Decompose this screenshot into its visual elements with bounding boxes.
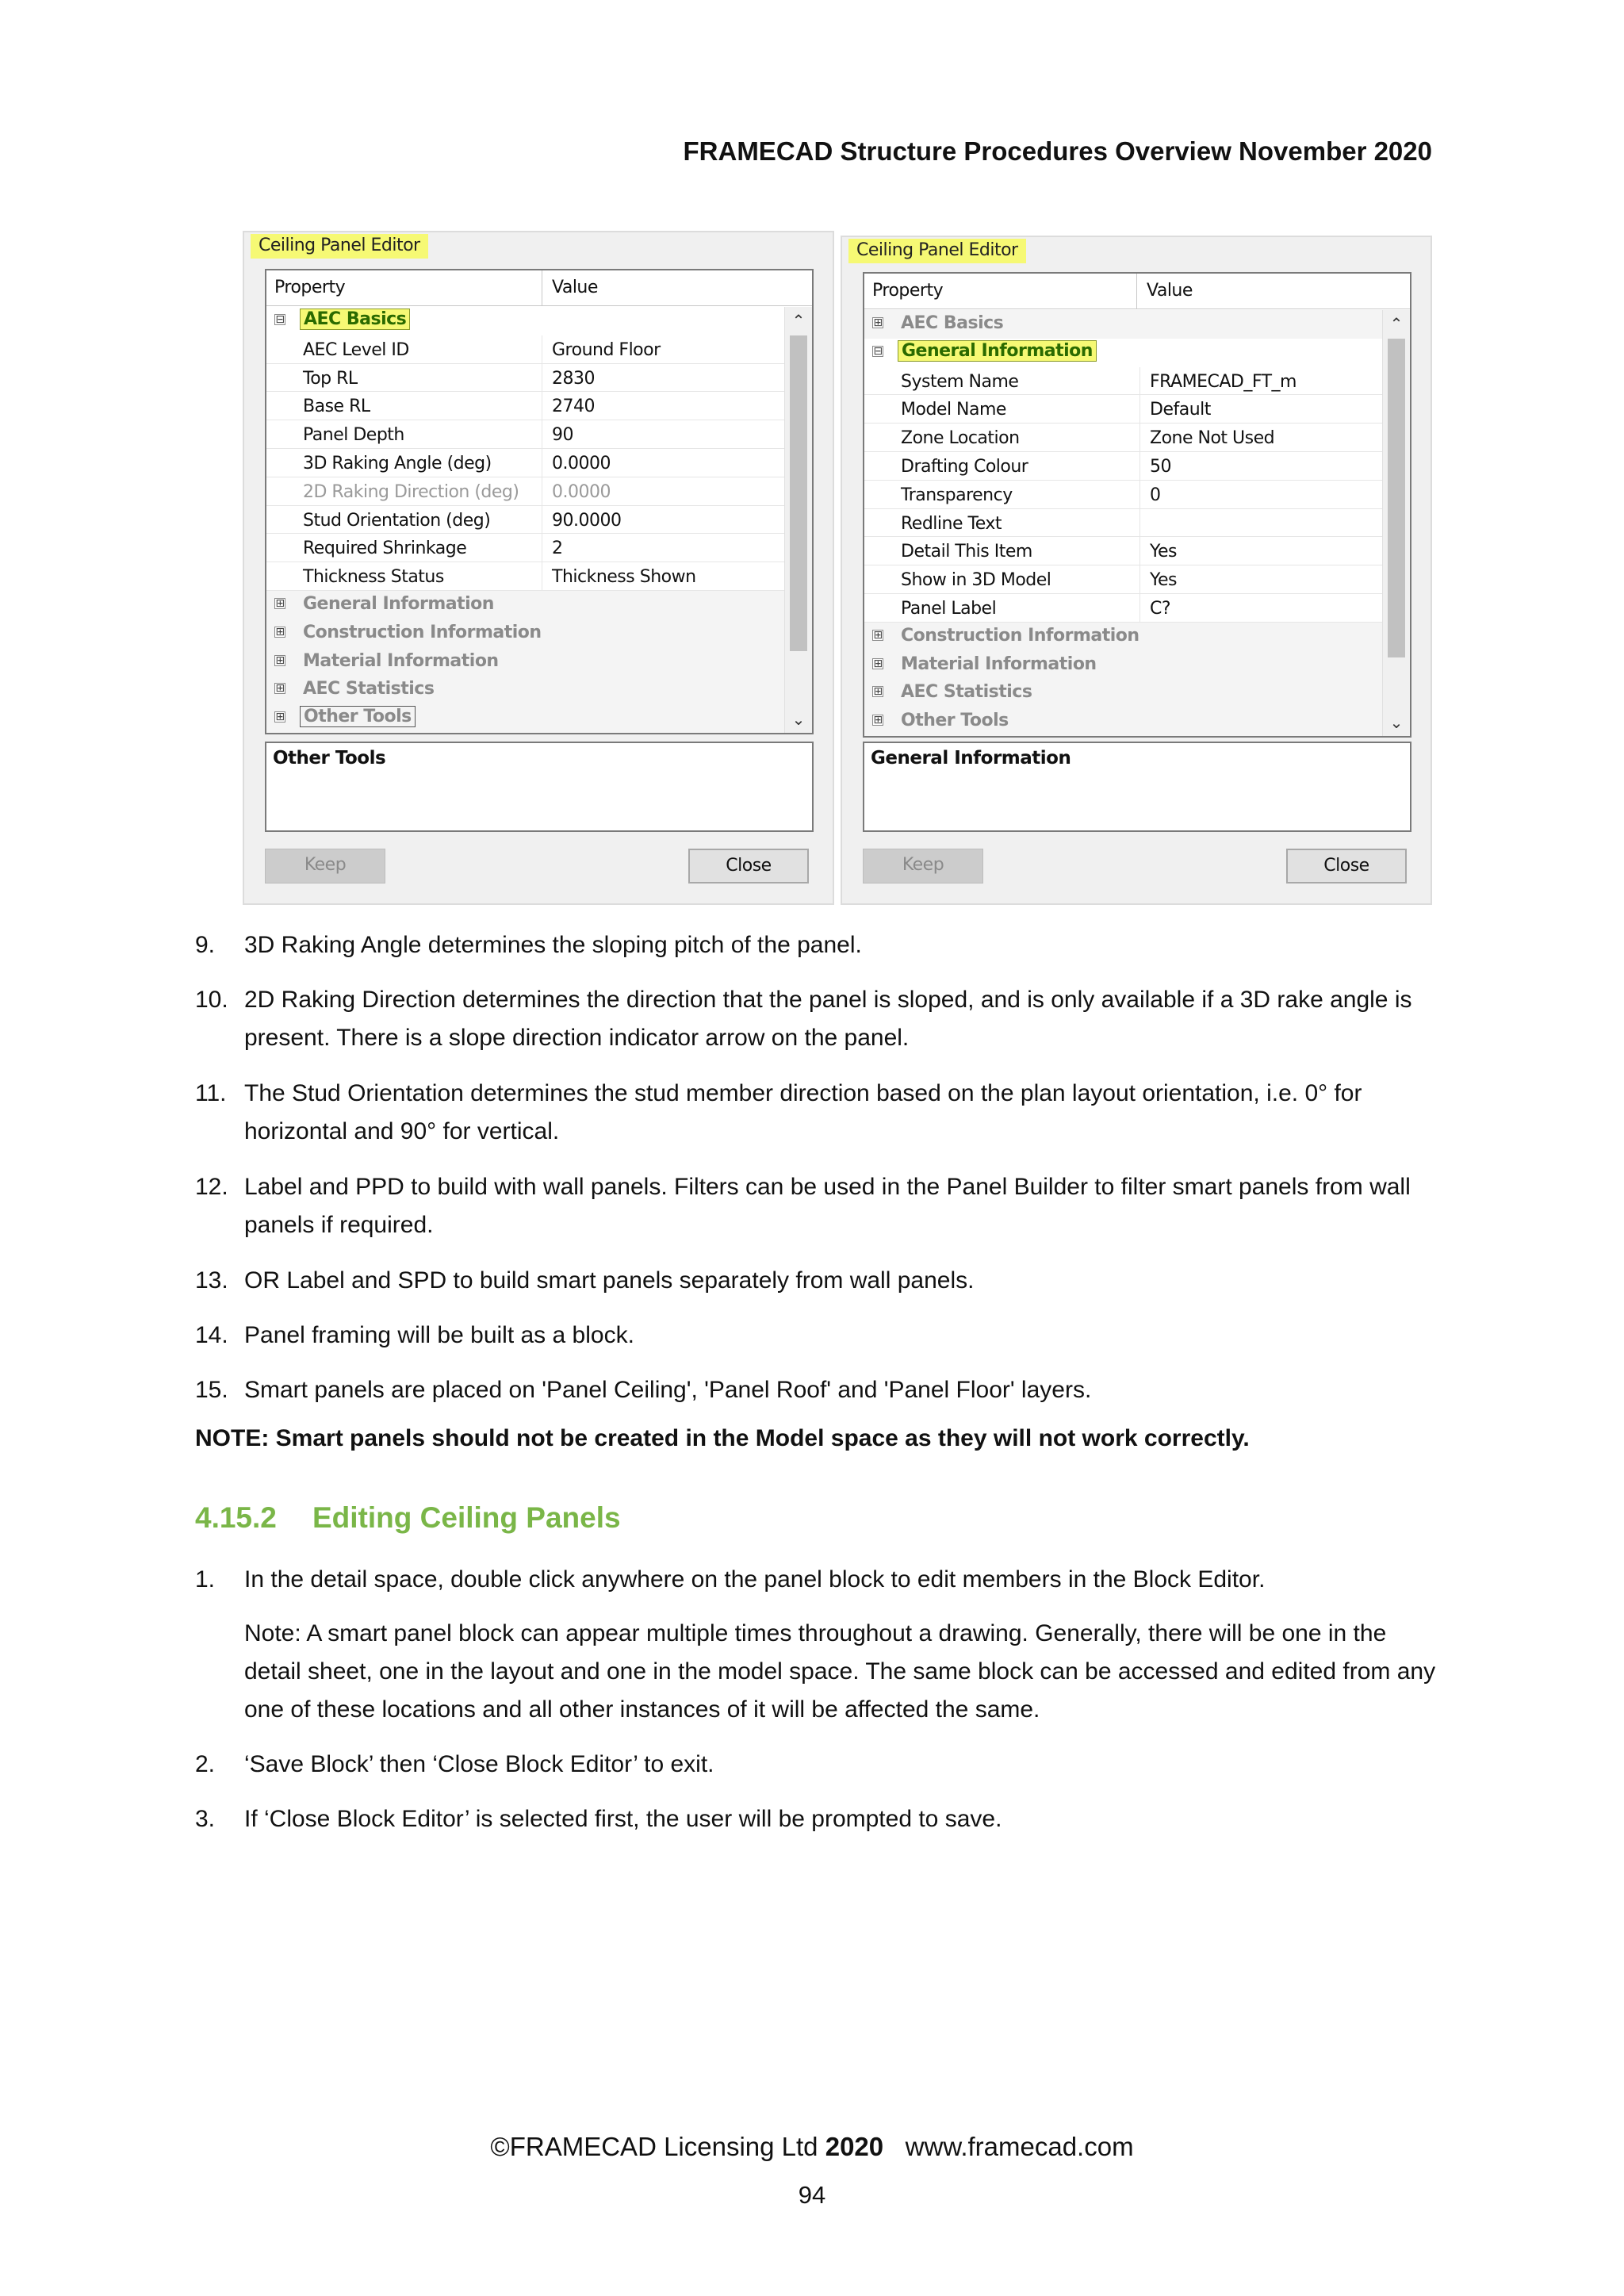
scroll-down-icon[interactable]: ⌄ [1389, 713, 1404, 732]
scroll-thumb[interactable] [790, 335, 807, 651]
grid-column-header [266, 270, 812, 306]
property-row[interactable] [266, 562, 785, 591]
property-value[interactable] [1140, 509, 1383, 538]
property-value[interactable]: Thickness Shown [542, 562, 785, 591]
category-label: Material Information [303, 650, 499, 671]
category-label: Material Information [901, 654, 1097, 674]
list-number: 15. [195, 1377, 228, 1403]
category-row[interactable] [864, 310, 1383, 339]
property-row[interactable] [864, 452, 1383, 481]
property-row[interactable] [864, 424, 1383, 452]
description-panel [265, 742, 814, 832]
description-title: General Information [871, 748, 1071, 769]
property-value[interactable]: FRAMECAD_FT_m [1140, 367, 1383, 396]
property-name: Drafting Colour [864, 452, 1140, 481]
page-footer [0, 2132, 1624, 2162]
property-value[interactable]: 90 [542, 420, 785, 449]
note-text: NOTE: Smart panels should not be created in the Model space as they will not work correctly. [195, 1425, 1250, 1451]
property-name: 3D Raking Angle (deg) [266, 449, 542, 477]
collapse-icon[interactable]: ⊟ [873, 344, 883, 358]
property-value[interactable]: Ground Floor [542, 335, 785, 364]
expand-icon[interactable]: ⊞ [873, 316, 883, 329]
property-row[interactable] [266, 449, 785, 477]
property-grid [265, 269, 814, 734]
ceiling-panel-editor-dialog-2 [841, 236, 1432, 905]
page-header: FRAMECAD Structure Procedures Overview November 2020 [683, 136, 1432, 166]
list-text: 3D Raking Angle determines the sloping pitch of the panel. [244, 932, 862, 958]
list-text: Smart panels are placed on 'Panel Ceiling', 'Panel Roof' and 'Panel Floor' layers. [244, 1377, 1092, 1403]
category-row[interactable] [864, 623, 1383, 651]
list-text: ‘Save Block’ then ‘Close Block Editor’ to exit. [244, 1751, 714, 1777]
property-row[interactable] [864, 565, 1383, 594]
category-label: AEC Basics [901, 313, 1004, 333]
list-number: 1. [195, 1566, 216, 1593]
category-label: AEC Statistics [303, 679, 435, 700]
category-row[interactable] [266, 591, 785, 619]
list-number: 14. [195, 1322, 228, 1348]
expand-icon[interactable]: ⊞ [275, 682, 285, 696]
property-rows [864, 310, 1383, 736]
property-value[interactable]: Default [1140, 395, 1383, 424]
category-label: Other Tools [901, 711, 1009, 731]
property-name: Base RL [266, 392, 542, 420]
property-value[interactable]: Zone Not Used [1140, 424, 1383, 452]
close-button[interactable]: Close [1286, 849, 1407, 884]
property-row[interactable] [864, 594, 1383, 623]
property-column-header[interactable]: Property [266, 270, 542, 305]
property-column-header[interactable]: Property [864, 274, 1137, 309]
scroll-up-icon[interactable]: ⌃ [1389, 314, 1404, 333]
description-title: Other Tools [273, 748, 386, 769]
property-name: Thickness Status [266, 562, 542, 591]
property-name: Zone Location [864, 424, 1140, 452]
property-value[interactable]: 2830 [542, 364, 785, 393]
property-row[interactable] [266, 392, 785, 420]
property-grid [863, 272, 1411, 738]
footer-website[interactable]: www.framecad.com [905, 2132, 1134, 2161]
property-value[interactable]: Yes [1140, 537, 1383, 565]
property-row[interactable] [266, 335, 785, 364]
property-row[interactable] [266, 506, 785, 535]
property-name: Top RL [266, 364, 542, 393]
value-column-header[interactable]: Value [1147, 281, 1193, 301]
footer-copyright: ©FRAMECAD Licensing Ltd [490, 2132, 818, 2161]
category-row[interactable] [266, 619, 785, 648]
category-row[interactable] [266, 648, 785, 677]
scroll-up-icon[interactable]: ⌃ [791, 311, 806, 330]
expand-icon[interactable]: ⊞ [873, 657, 883, 670]
category-row[interactable] [864, 679, 1383, 707]
property-rows [266, 307, 785, 733]
list-number: 11. [195, 1080, 227, 1106]
grid-scrollbar[interactable] [1382, 310, 1410, 736]
grid-scrollbar[interactable] [784, 307, 812, 733]
list-number: 2. [195, 1751, 216, 1777]
expand-icon[interactable]: ⊞ [873, 628, 883, 642]
category-row[interactable] [266, 307, 785, 335]
property-row[interactable] [864, 509, 1383, 538]
expand-icon[interactable]: ⊞ [275, 625, 285, 638]
keep-button[interactable]: Keep [863, 849, 983, 884]
body-text [195, 926, 1440, 1846]
property-row[interactable] [864, 481, 1383, 509]
property-name: Redline Text [864, 509, 1140, 538]
category-row[interactable] [864, 651, 1383, 680]
property-value[interactable]: C? [1140, 594, 1383, 623]
list-number: 13. [195, 1267, 228, 1294]
property-name: Detail This Item [864, 537, 1140, 565]
property-value[interactable]: 2 [542, 534, 785, 562]
section-number: 4.15.2 [195, 1501, 277, 1534]
list-text: Label and PPD to build with wall panels. Filters can be used in the Panel Builder to filter smart panels from wall panels if required. [244, 1174, 1411, 1238]
list-text: In the detail space, double click anywhere on the panel block to edit members in the Block Editor. [244, 1566, 1266, 1593]
category-label: Construction Information [303, 622, 542, 642]
property-value[interactable]: 50 [1140, 452, 1383, 481]
category-row[interactable] [266, 676, 785, 704]
property-row[interactable] [864, 395, 1383, 424]
property-row[interactable] [266, 420, 785, 449]
category-row[interactable] [864, 707, 1383, 736]
property-value[interactable]: 0 [1140, 481, 1383, 509]
list-text: 2D Raking Direction determines the direction that the panel is sloped, and is only available if a 3D rake angle is present. There is a slope direction indicator arrow on the panel. [244, 987, 1412, 1051]
section-heading [195, 1499, 621, 1537]
list-text: If ‘Close Block Editor’ is selected first, the user will be prompted to save. [244, 1806, 1002, 1832]
property-value[interactable]: Yes [1140, 565, 1383, 594]
property-name: Show in 3D Model [864, 565, 1140, 594]
list-number: 10. [195, 987, 228, 1013]
close-button[interactable]: Close [688, 849, 809, 884]
dialog-title: Ceiling Panel Editor [251, 234, 428, 259]
property-value[interactable]: 0.0000 [542, 477, 785, 506]
page-number: 94 [798, 2181, 826, 2209]
property-row[interactable] [266, 364, 785, 393]
property-name: Panel Label [864, 594, 1140, 623]
property-row[interactable] [266, 534, 785, 562]
grid-column-header [864, 274, 1410, 309]
expand-icon[interactable]: ⊞ [275, 711, 285, 724]
list-text: Note: A smart panel block can appear multiple times throughout a drawing. Generally, there will be one in the detail sheet, one in the layout and one in the model space. The same block can be accessed and edited from any one of these locations and all other instances of it will be affected the same. [244, 1620, 1436, 1723]
description-panel [863, 742, 1411, 832]
list-number: 12. [195, 1174, 228, 1200]
property-row[interactable] [266, 477, 785, 506]
property-value[interactable]: 90.0000 [542, 506, 785, 535]
property-name: Panel Depth [266, 420, 542, 449]
property-row[interactable] [864, 367, 1383, 396]
category-row[interactable] [266, 704, 785, 733]
list-text: OR Label and SPD to build smart panels separately from wall panels. [244, 1267, 975, 1294]
property-name: AEC Level ID [266, 335, 542, 364]
category-label: Construction Information [901, 625, 1139, 646]
property-name: System Name [864, 367, 1140, 396]
expand-icon[interactable]: ⊞ [873, 685, 883, 699]
property-name: Stud Orientation (deg) [266, 506, 542, 535]
property-name: Transparency [864, 481, 1140, 509]
footer-year: 2020 [825, 2132, 884, 2161]
scroll-thumb[interactable] [1388, 339, 1405, 657]
category-label: AEC Statistics [901, 682, 1032, 703]
list-text: Panel framing will be built as a block. [244, 1322, 634, 1348]
value-column-header[interactable]: Value [552, 278, 598, 297]
category-label: General Information [898, 340, 1097, 362]
section-title: Editing Ceiling Panels [312, 1501, 621, 1534]
property-value[interactable]: 0.0000 [542, 449, 785, 477]
expand-icon[interactable]: ⊞ [873, 714, 883, 727]
property-value[interactable]: 2740 [542, 392, 785, 420]
dialog-title: Ceiling Panel Editor [848, 239, 1026, 263]
property-name: Required Shrinkage [266, 534, 542, 562]
expand-icon[interactable]: ⊞ [275, 596, 285, 610]
list-number: 3. [195, 1806, 216, 1832]
property-name: 2D Raking Direction (deg) [266, 477, 542, 506]
property-name: Model Name [864, 395, 1140, 424]
keep-button[interactable]: Keep [265, 849, 385, 884]
category-label: General Information [303, 593, 494, 614]
property-row[interactable] [864, 537, 1383, 565]
list-text: The Stud Orientation determines the stud member direction based on the plan layout orientation, i.e. 0° for horizontal and 90° for vertical. [244, 1080, 1362, 1144]
ceiling-panel-editor-dialog-1 [243, 231, 834, 905]
list-number: 9. [195, 932, 216, 958]
collapse-icon[interactable]: ⊟ [275, 313, 285, 326]
scroll-down-icon[interactable]: ⌄ [791, 710, 806, 729]
category-row[interactable] [864, 339, 1383, 367]
expand-icon[interactable]: ⊞ [275, 654, 285, 667]
category-label: AEC Basics [300, 309, 410, 330]
category-label: Other Tools [300, 706, 416, 727]
